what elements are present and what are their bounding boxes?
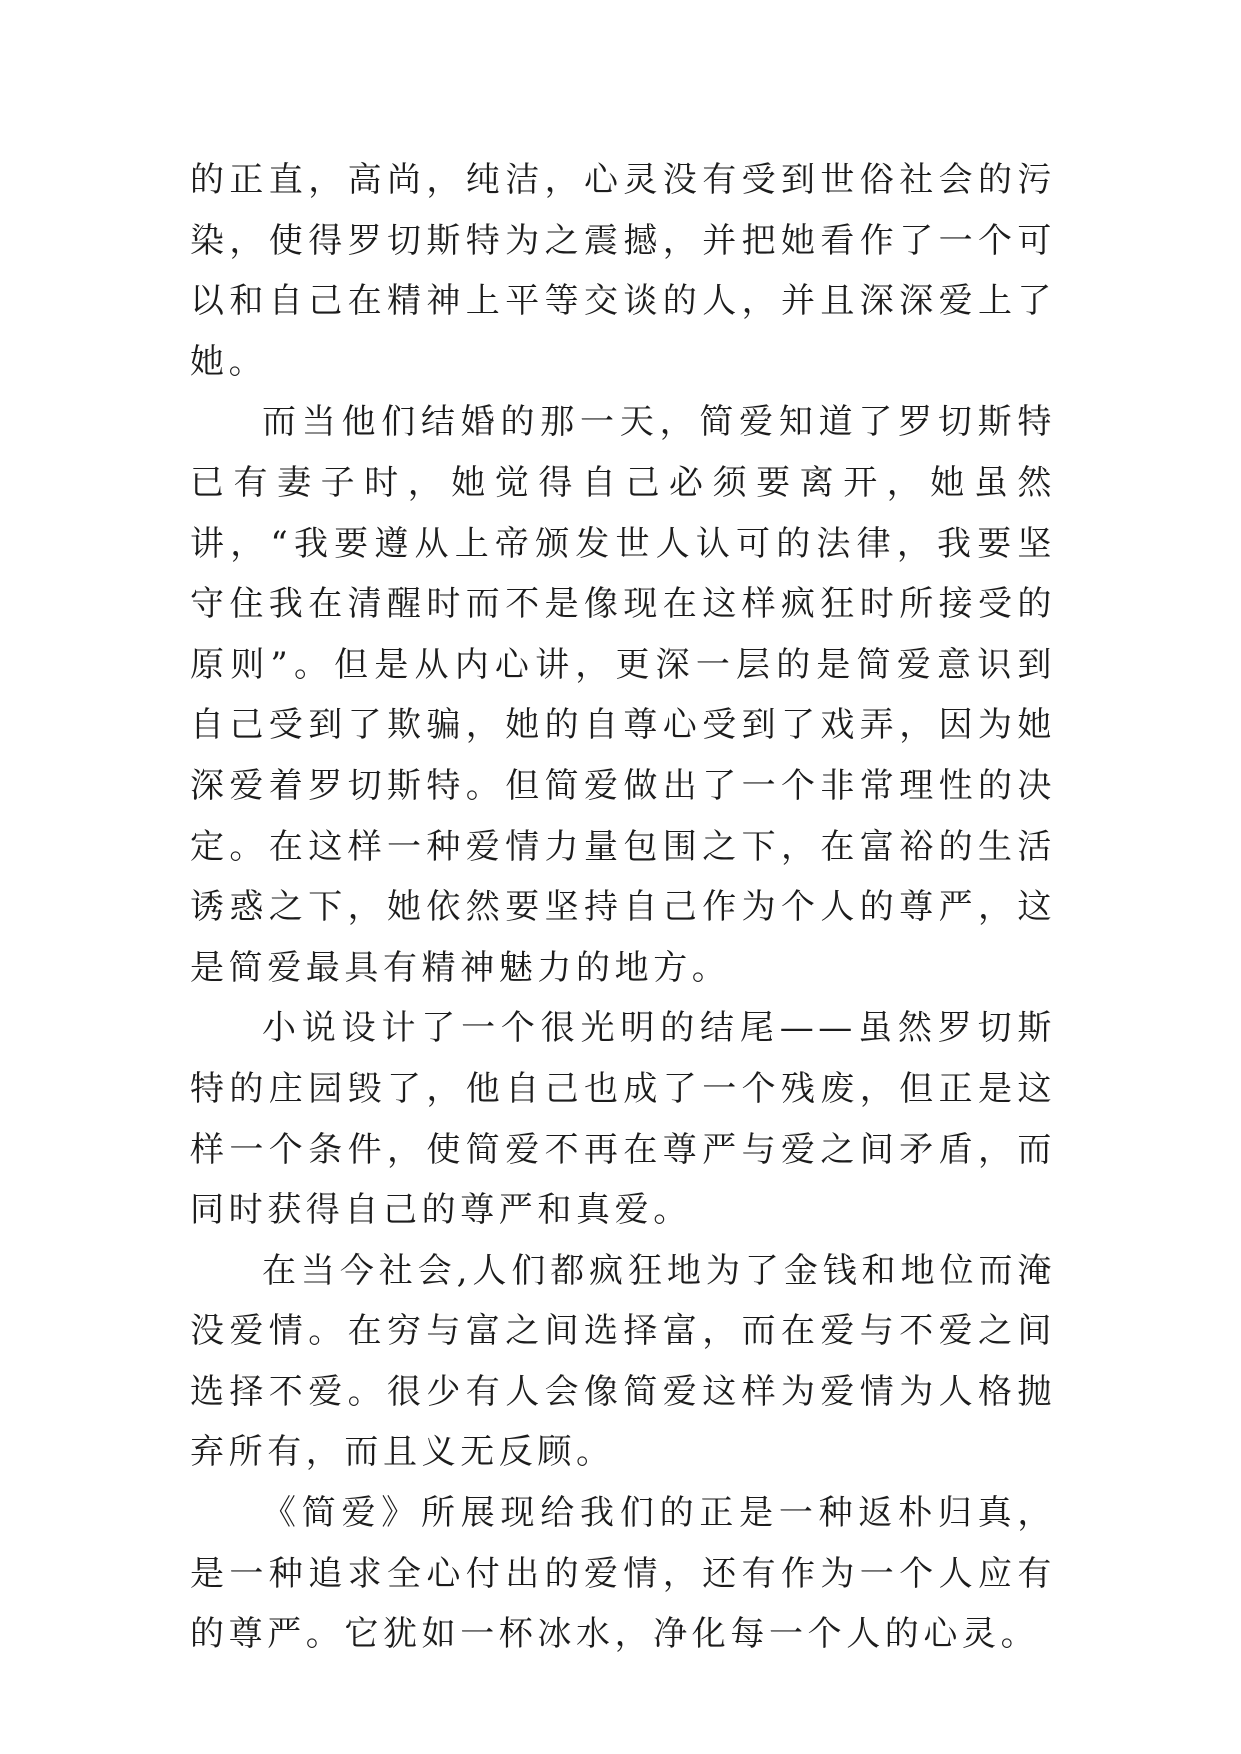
paragraph-5: 《简爱》所展现给我们的正是一种返朴归真，是一种追求全心付出的爱情，还有作为一个人应有的尊严。它犹如一杯冰水，净化每一个人的心灵。 bbox=[190, 1493, 1056, 1655]
paragraph-4: 在当今社会,人们都疯狂地为了金钱和地位而淹没爱情。在穷与富之间选择富，而在爱与不爱之间选择不爱。很少有人会像简爱这样为爱情为人格抛弃所有，而且义无反顾。 bbox=[190, 1250, 1056, 1473]
paragraph-2: 而当他们结婚的那一天，简爱知道了罗切斯特已有妻子时，她觉得自己必须要离开，她虽然讲，“我要遵从上帝颁发世人认可的法律，我要坚守住我在清醒时而不是像现在这样疯狂时所接受的原则”。但是从内心讲，更深一层的是简爱意识到自己受到了欺骗，她的自尊心受到了戏弄，因为她深爱着罗切斯特。但简爱做出了一个非常理性的决定。在这样一种爱情力量包围之下，在富裕的生活诱惑之下，她依然要坚持自己作为个人的尊严，这是简爱最具有精神魅力的地方。 bbox=[190, 402, 1056, 988]
paragraph-1: 的正直，高尚，纯洁，心灵没有受到世俗社会的污染，使得罗切斯特为之震撼，并把她看作了一个可以和自己在精神上平等交谈的人，并且深深爱上了她。 bbox=[190, 160, 1056, 382]
paragraph-3: 小说设计了一个很光明的结尾——虽然罗切斯特的庄园毁了，他自己也成了一个残废，但正是这样一个条件，使简爱不再在尊严与爱之间矛盾，而同时获得自己的尊严和真爱。 bbox=[190, 1008, 1056, 1231]
body-text bbox=[190, 150, 1056, 1665]
